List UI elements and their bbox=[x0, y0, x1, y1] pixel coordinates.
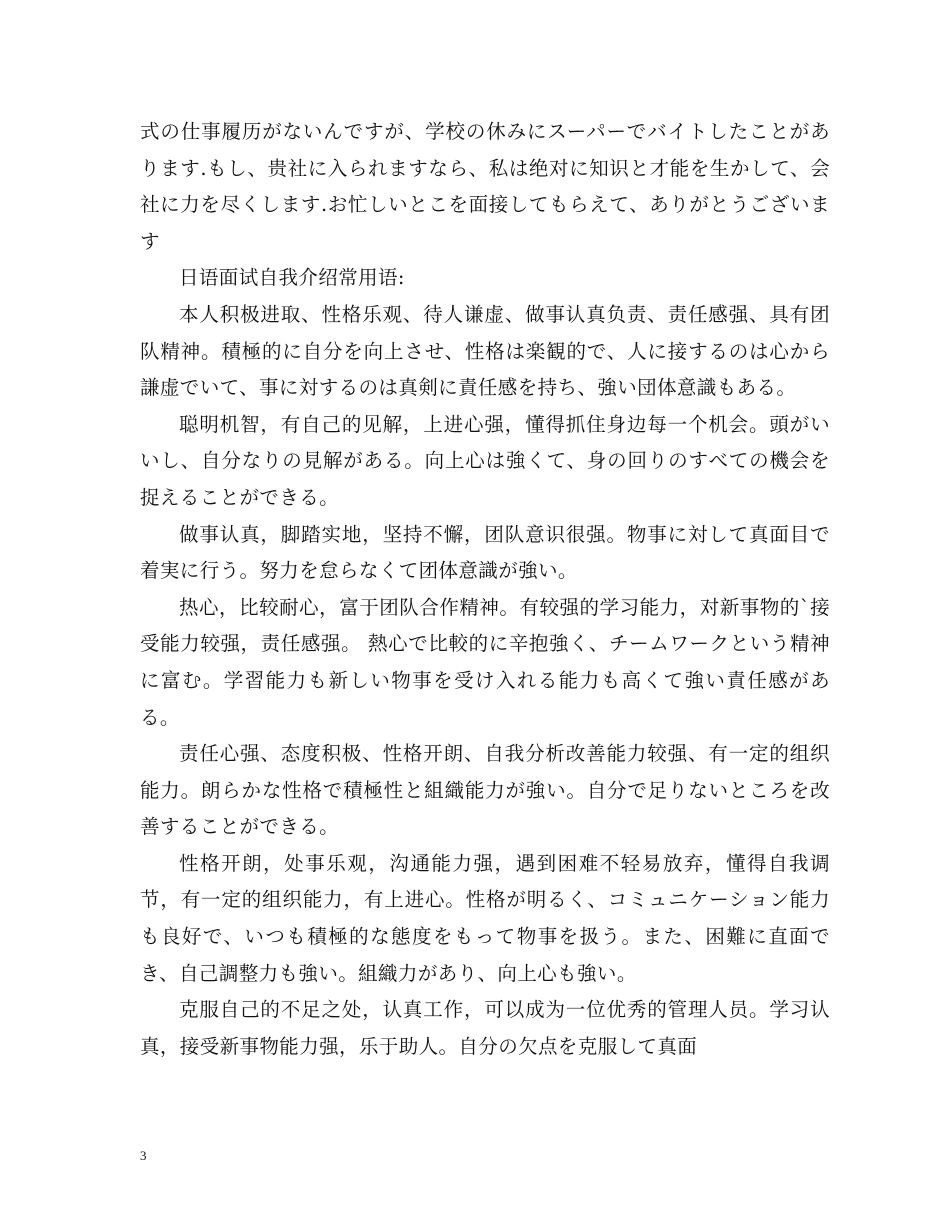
document-body bbox=[140, 114, 830, 1065]
paragraph: 本人积极进取、性格乐观、待人谦虚、做事认真负责、责任感强、具有团队精神。積極的に自分を向上させ、性格は楽観的で、人に接するのは心から謙虚でいて、事に対するのは真剣に責任感を持ち、強い団体意識もある。 bbox=[140, 302, 830, 400]
paragraph: 做事认真，脚踏实地，坚持不懈，团队意识很强。物事に対して真面目で着実に行う。努力を怠らなくて团体意識が強い。 bbox=[140, 522, 830, 583]
paragraph: 性格开朗，处事乐观，沟通能力强，遇到困难不轻易放弃，懂得自我调节，有一定的组织能力，有上进心。性格が明るく、コミュニケーション能力も良好で、いつも積極的な態度をもって物事を扱う。また、困難に直面でき、自己調整力も強い。組織力があり、向上心も強い。 bbox=[140, 851, 830, 985]
paragraph-continuation: 式の仕事履历がないんですが、学校の休みにスーパーでバイトしたことがあります.もし、贵社に入られますなら、私は绝对に知识と才能を生かして、会社に力を尽くします.お忙しいとこを面接してもらえて、ありがとうございます bbox=[140, 120, 830, 253]
paragraph: 责任心强、态度积极、性格开朗、自我分析改善能力较强、有一定的组织能力。朗らかな性格で積極性と組織能力が強い。自分で足りないところを改善することができる。 bbox=[140, 742, 830, 839]
page-number: 3 bbox=[140, 1148, 147, 1163]
paragraph: 聪明机智，有自己的见解，上进心强，懂得抓住身边每一个机会。頭がいいし、自分なりの見解がある。向上心は強くて、身の回りのすべての機会を捉えることができる。 bbox=[140, 412, 830, 509]
paragraph-heading: 日语面试自我介绍常用语: bbox=[179, 266, 405, 290]
paragraph: 克服自己的不足之处，认真工作，可以成为一位优秀的管理人员。学习认真，接受新事物能力强，乐于助人。自分の欠点を克服して真面 bbox=[140, 998, 830, 1058]
paragraph: 热心，比较耐心，富于团队合作精神。有较强的学习能力，对新事物的`接受能力较强，责任感强。 熱心で比較的に辛抱強く、チームワークという精神に富む。学習能力も新しい物事を受け入れる能力も高くて強い責任感がある。 bbox=[140, 595, 830, 729]
